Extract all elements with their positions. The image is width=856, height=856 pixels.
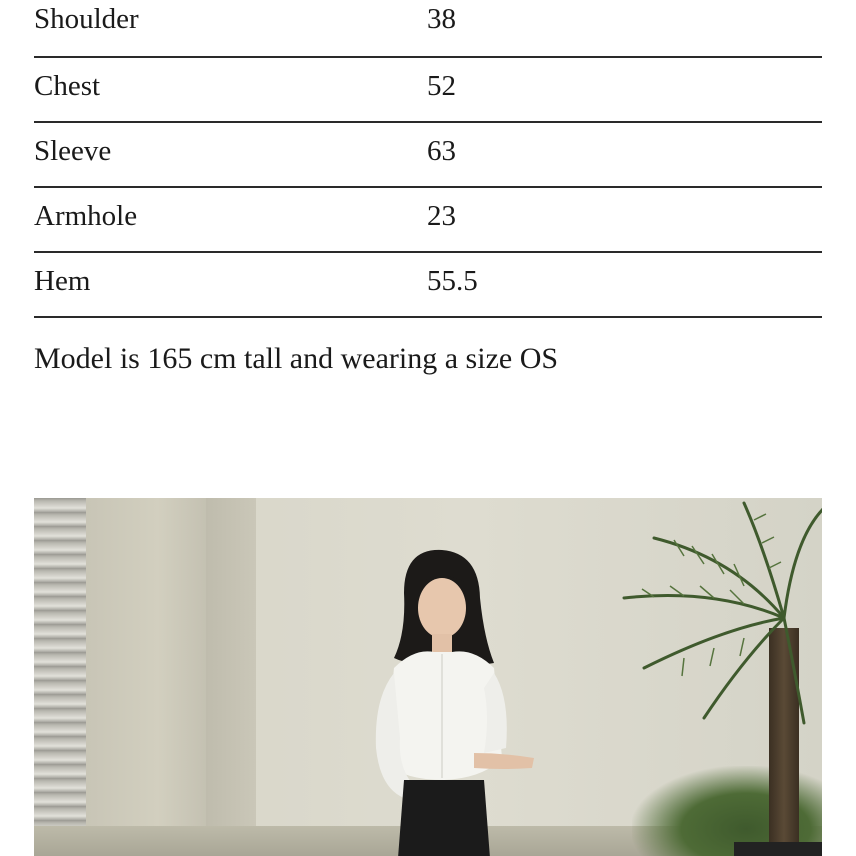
photo-pillar-edge bbox=[206, 498, 256, 856]
photo-pillar bbox=[86, 498, 206, 856]
size-table bbox=[34, 0, 822, 318]
row-label: Hem bbox=[34, 265, 91, 297]
table-row bbox=[34, 123, 822, 188]
table-row bbox=[34, 0, 822, 58]
table-row bbox=[34, 253, 822, 318]
row-value: 38 bbox=[427, 3, 456, 35]
row-label: Armhole bbox=[34, 200, 138, 232]
palm-leaves-icon bbox=[594, 498, 822, 728]
model-size-note: Model is 165 cm tall and wearing a size OS bbox=[34, 342, 559, 375]
table-row bbox=[34, 188, 822, 253]
row-value: 63 bbox=[427, 135, 456, 167]
row-label: Chest bbox=[34, 70, 101, 102]
row-value: 23 bbox=[427, 200, 456, 232]
row-value: 55.5 bbox=[427, 265, 478, 297]
table-row bbox=[34, 58, 822, 123]
model-photo bbox=[34, 498, 822, 856]
photo-shutter bbox=[34, 498, 86, 856]
row-label: Shoulder bbox=[34, 3, 139, 35]
model-figure bbox=[334, 548, 554, 856]
row-value: 52 bbox=[427, 70, 456, 102]
photo-planter bbox=[734, 842, 822, 856]
row-label: Sleeve bbox=[34, 135, 112, 167]
